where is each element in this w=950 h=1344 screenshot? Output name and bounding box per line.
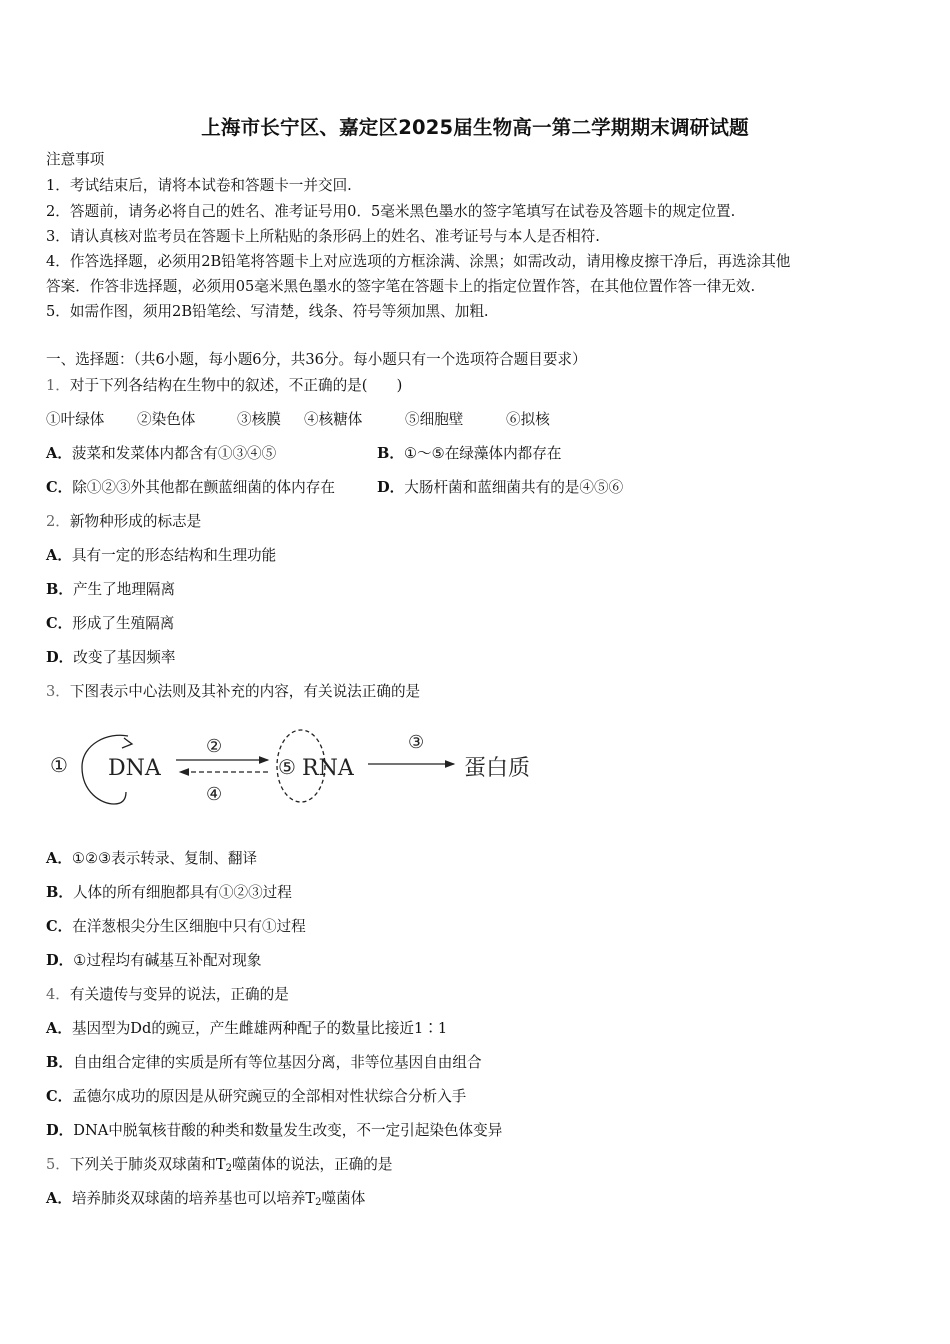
question-number: 2． bbox=[46, 513, 70, 530]
notice-heading: 注意事项 bbox=[46, 151, 105, 168]
label-2: ② bbox=[206, 736, 223, 757]
option-a bbox=[46, 444, 276, 464]
structure-item: ②染色体 bbox=[137, 411, 196, 428]
notice-item: 1．考试结束后，请将本试卷和答题卡一并交回. bbox=[46, 177, 352, 194]
option-label: D． bbox=[46, 649, 74, 666]
option-text: 改变了基因频率 bbox=[73, 649, 176, 666]
notice-item: 答案．作答非选择题，必须用05毫米黑色墨水的签字笔在答题卡上的指定位置作答，在其他位置作答一律无效. bbox=[46, 278, 756, 295]
option-text: 具有一定的形态结构和生理功能 bbox=[71, 547, 277, 564]
question-number: 4． bbox=[46, 986, 70, 1003]
option-label: A． bbox=[46, 850, 72, 867]
option-text: ①～⑤在绿藻体内都存在 bbox=[403, 445, 562, 462]
question-4 bbox=[46, 985, 289, 1005]
option-text: 除①②③外其他都在颤蓝细菌的体内存在 bbox=[72, 479, 335, 496]
option-d bbox=[46, 648, 175, 668]
option-a bbox=[46, 849, 257, 869]
option-label: A． bbox=[46, 1020, 72, 1037]
option-text: 在洋葱根尖分生区细胞中只有①过程 bbox=[72, 918, 306, 935]
question-stem: 下图表示中心法则及其补充的内容，有关说法正确的是 bbox=[69, 683, 421, 700]
option-text-cont: 噬菌体 bbox=[321, 1190, 366, 1207]
label-4: ④ bbox=[206, 784, 223, 805]
notice-item: 5．如需作图，须用2B铅笔绘、写清楚，线条、符号等须加黑、加粗. bbox=[46, 303, 489, 320]
option-d bbox=[46, 951, 261, 971]
option-text: 培养肺炎双球菌的培养基也可以培养T bbox=[71, 1190, 316, 1207]
option-b bbox=[46, 1053, 482, 1073]
question-number: 3． bbox=[46, 683, 70, 700]
option-d bbox=[377, 478, 623, 498]
question-stem: 下列关于肺炎双球菌和T bbox=[69, 1156, 226, 1173]
option-a bbox=[46, 1189, 365, 1213]
notice-item: 3．请认真核对监考员在答题卡上所粘贴的条形码上的姓名、准考证号与本人是否相符. bbox=[46, 228, 600, 245]
structure-item: ④核糖体 bbox=[304, 411, 363, 428]
option-c bbox=[46, 917, 306, 937]
label-5: ⑤ bbox=[278, 755, 296, 779]
option-label: B． bbox=[46, 581, 73, 598]
option-label: C． bbox=[46, 479, 73, 496]
option-label: B． bbox=[46, 1054, 73, 1071]
option-label: B． bbox=[46, 884, 73, 901]
option-label: D． bbox=[46, 1122, 74, 1139]
option-label: A． bbox=[46, 1190, 72, 1207]
subscript: 2 bbox=[225, 1163, 232, 1174]
option-b bbox=[377, 444, 561, 464]
option-text: DNA中脱氧核苷酸的种类和数量发生改变，不一定引起染色体变异 bbox=[73, 1122, 503, 1139]
option-text: 大肠杆菌和蓝细菌共有的是④⑤⑥ bbox=[404, 479, 624, 496]
option-text: 菠菜和发菜体内都含有①③④⑤ bbox=[71, 445, 277, 462]
question-stem: 对于下列各结构在生物中的叙述，不正确的是( ) bbox=[69, 377, 403, 394]
option-a bbox=[46, 546, 276, 566]
option-label: C． bbox=[46, 1088, 73, 1105]
central-dogma-diagram bbox=[46, 722, 556, 822]
question-number: 1． bbox=[46, 377, 70, 394]
option-label: D． bbox=[377, 479, 405, 496]
rna-label: RNA bbox=[302, 756, 354, 781]
option-text: 孟德尔成功的原因是从研究豌豆的全部相对性状综合分析入手 bbox=[72, 1088, 467, 1105]
structure-item: ③核膜 bbox=[237, 411, 281, 428]
option-c bbox=[46, 478, 335, 498]
question-stem-cont: 噬菌体的说法，正确的是 bbox=[231, 1156, 393, 1173]
question-2 bbox=[46, 512, 201, 532]
structure-item: ⑥拟核 bbox=[506, 411, 550, 428]
option-d bbox=[46, 1121, 502, 1141]
option-label: A． bbox=[46, 547, 72, 564]
option-a bbox=[46, 1019, 447, 1039]
question-3 bbox=[46, 682, 420, 702]
label-3: ③ bbox=[408, 732, 425, 753]
question-stem: 有关遗传与变异的说法，正确的是 bbox=[69, 986, 289, 1003]
option-b bbox=[46, 580, 175, 600]
dna-label: DNA bbox=[108, 756, 161, 781]
section-heading: 一、选择题：（共6小题，每小题6分，共36分。每小题只有一个选项符合题目要求） bbox=[46, 351, 587, 368]
structure-item: ⑤细胞壁 bbox=[405, 411, 464, 428]
page-title: 上海市长宁区、嘉定区2025届生物高一第二学期期末调研试题 bbox=[201, 116, 749, 139]
option-text: 人体的所有细胞都具有①②③过程 bbox=[72, 884, 292, 901]
option-c bbox=[46, 614, 174, 634]
option-label: A． bbox=[46, 445, 72, 462]
subscript: 2 bbox=[315, 1197, 322, 1208]
option-text: 产生了地理隔离 bbox=[72, 581, 176, 598]
question-stem: 新物种形成的标志是 bbox=[69, 513, 202, 530]
option-text: 自由组合定律的实质是所有等位基因分离，非等位基因自由组合 bbox=[72, 1054, 482, 1071]
option-text: ①②③表示转录、复制、翻译 bbox=[71, 850, 258, 867]
loop-arrowhead bbox=[122, 738, 132, 748]
option-b bbox=[46, 883, 292, 903]
option-text: ①过程均有碱基互补配对现象 bbox=[73, 952, 262, 969]
question-1 bbox=[46, 376, 402, 396]
structure-item: ①叶绿体 bbox=[46, 411, 105, 428]
label-1: ① bbox=[50, 753, 68, 777]
option-text: 形成了生殖隔离 bbox=[72, 615, 175, 632]
option-label: D． bbox=[46, 952, 74, 969]
notice-item: 4．作答选择题，必须用2B铅笔将答题卡上对应选项的方框涂满、涂黑；如需改动，请用橡皮擦干净后，再选涂其他 bbox=[46, 253, 791, 270]
protein-label: 蛋白质 bbox=[464, 756, 531, 781]
option-label: B． bbox=[377, 445, 404, 462]
option-label: C． bbox=[46, 615, 73, 632]
option-label: C． bbox=[46, 918, 73, 935]
notice-item: 2．答题前，请务必将自己的姓名、准考证号用0．5毫米黑色墨水的签字笔填写在试卷及答题卡的规定位置. bbox=[46, 203, 736, 220]
question-number: 5． bbox=[46, 1156, 70, 1173]
option-text: 基因型为Dd的豌豆，产生雌雄两种配子的数量比接近1∶1 bbox=[71, 1020, 448, 1037]
option-c bbox=[46, 1087, 466, 1107]
question-5 bbox=[46, 1155, 393, 1179]
